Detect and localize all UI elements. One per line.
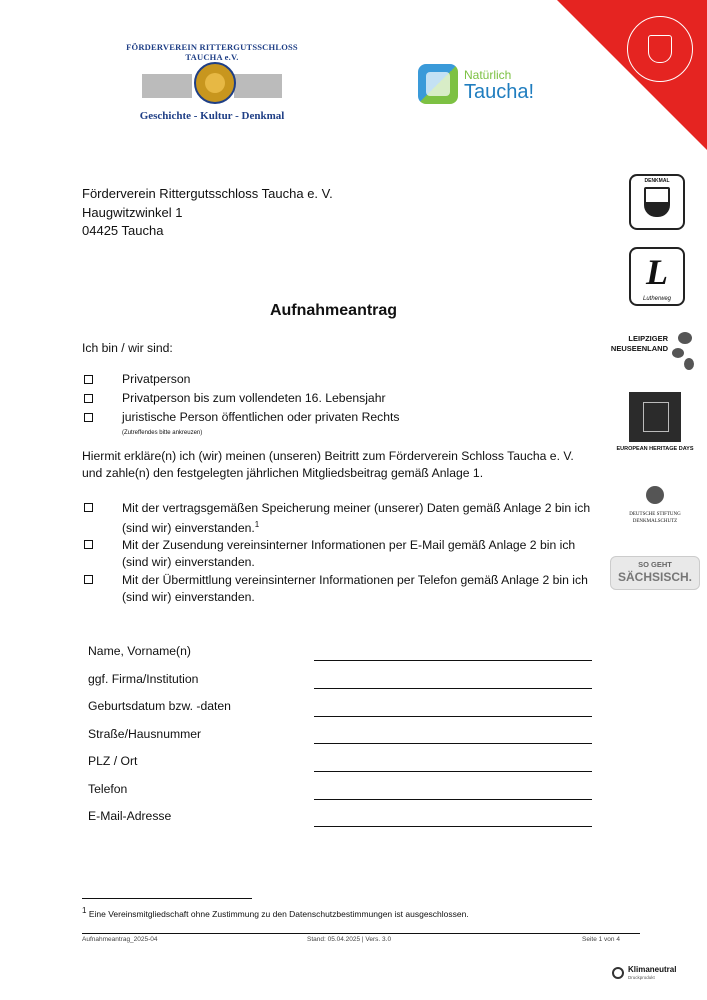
field-label-phone: Telefon [88, 782, 128, 796]
heritage-days-label: EUROPEAN HERITAGE DAYS [616, 446, 694, 452]
klima-title: Klimaneutral [628, 965, 677, 974]
footer-separator [82, 933, 640, 934]
field-label-birthdate: Geburtsdatum bzw. -daten [88, 699, 231, 713]
association-logo-arc: FÖRDERVEREIN RITTERGUTSSCHLOSS TAUCHA e.V. [126, 42, 298, 62]
address-line: 04425 Taucha [82, 223, 164, 238]
field-line-phone[interactable] [314, 799, 592, 800]
field-line-email[interactable] [314, 826, 592, 827]
field-label-city: PLZ / Ort [88, 754, 138, 768]
checkbox[interactable] [84, 503, 93, 512]
address-line: Haugwitzwinkel 1 [82, 204, 183, 220]
neuseenland-label: NEUSEENLAND [610, 344, 668, 353]
castle-image-left [142, 74, 192, 98]
denkmal-logo [629, 174, 685, 230]
field-line-company[interactable] [314, 688, 592, 689]
field-line-birthdate[interactable] [314, 716, 592, 717]
options-hint: (Zutreffendes bitte ankreuzen) [122, 430, 203, 436]
neuseenland-logo [612, 330, 702, 374]
leipziger-label: LEIPZIGER [628, 334, 668, 343]
heritage-days-logo [629, 392, 681, 442]
intro-text: Ich bin / wir sind: [82, 341, 173, 355]
field-label-email: E-Mail-Adresse [88, 809, 172, 823]
footprint-icon [672, 348, 684, 358]
footnote-ref: 1 [254, 519, 260, 529]
field-label-name: Name, Vorname(n) [88, 644, 191, 658]
so-geht-saechsisch-logo [610, 556, 700, 590]
option-label: juristische Person öffentlichen oder privaten Rechts [122, 410, 400, 424]
klimaneutral-badge [612, 965, 702, 991]
leaf-icon [612, 967, 624, 979]
seal-icon [627, 16, 693, 82]
page-title: Aufnahmeantrag [269, 302, 398, 319]
address-line: Förderverein Rittergutsschloss Taucha e. V. [82, 186, 333, 201]
field-line-city[interactable] [314, 771, 592, 772]
consent-text: Mit der Übermittlung vereinsinterner Informationen per Telefon gemäß Anlage 2 bin ich (sind wir) einverstanden. [122, 573, 588, 604]
field-label-company: ggf. Firma/Institution [88, 672, 199, 686]
checkbox[interactable] [84, 394, 93, 403]
sogeht-top: SO GEHT [638, 560, 672, 569]
denkmalschutz-logo [629, 486, 681, 526]
checkbox[interactable] [84, 375, 93, 384]
footnote-mark: 1 [82, 906, 87, 915]
castle-icon [643, 402, 669, 432]
field-label-street: Straße/Hausnummer [88, 727, 202, 741]
lutherweg-logo [629, 247, 685, 306]
checkbox[interactable] [84, 575, 93, 584]
field-line-street[interactable] [314, 743, 592, 744]
foundation-emblem-icon [646, 486, 664, 504]
checkbox[interactable] [84, 540, 93, 549]
consent-text: Mit der vertragsgemäßen Speicherung meiner (unserer) Daten gemäß Anlage 2 bin ich (sind wir) einverstanden. [122, 501, 591, 535]
luther-l-icon: L [646, 252, 668, 292]
footer-version: Stand: 05.04.2025 | Vers. 3.0 [307, 936, 392, 943]
consent-text: Mit der Zusendung vereinsinterner Informationen per E-Mail gemäß Anlage 2 bin ich (sind wir) einverstanden. [122, 538, 576, 569]
denkmal-label: DENKMAL [644, 178, 670, 184]
footprint-icon [678, 332, 692, 344]
castle-image-right [234, 74, 282, 98]
footnote [82, 906, 469, 919]
emblem-icon [194, 62, 236, 104]
footer-page: Seite 1 von 4 [582, 936, 620, 943]
association-tagline: Geschichte - Kultur - Denkmal [139, 110, 285, 122]
association-logo [112, 42, 312, 122]
denkmalschutz-label: DEUTSCHE STIFTUNG DENKMALSCHUTZ [629, 512, 681, 524]
footnote-separator [82, 898, 252, 899]
lutherweg-label: Lutherweg [642, 296, 672, 302]
footprint-icon [684, 358, 694, 370]
taucha-logo-line1: Natürlich [464, 68, 512, 82]
option-label: Privatperson bis zum vollendeten 16. Lebensjahr [122, 391, 386, 405]
footnote-text: Eine Vereinsmitgliedschaft ohne Zustimmung zu den Datenschutzbestimmungen ist ausgeschlossen. [88, 908, 469, 919]
shield-icon [644, 187, 670, 217]
field-line-name[interactable] [314, 660, 592, 661]
declaration-text: Hiermit erkläre(n) ich (wir) meinen (unseren) Beitritt zum Förderverein Schloss Taucha e. V. und zahle(n) den festgelegten jährlichen Mitgliedsbeitrag gemäß Anlage 1. [82, 449, 574, 480]
option-label: Privatperson [122, 372, 191, 386]
checkbox[interactable] [84, 413, 93, 422]
recipient-address [82, 185, 333, 241]
klima-subtitle: Druckprodukt [628, 975, 655, 980]
taucha-logo-line2: Taucha! [464, 81, 535, 103]
sogeht-bottom: SÄCHSISCH. [617, 570, 692, 584]
taucha-mark-icon [418, 64, 458, 104]
corner-ribbon [557, 0, 707, 150]
footer-doc-name: Aufnahmeantrag_2025-04 [82, 936, 158, 943]
